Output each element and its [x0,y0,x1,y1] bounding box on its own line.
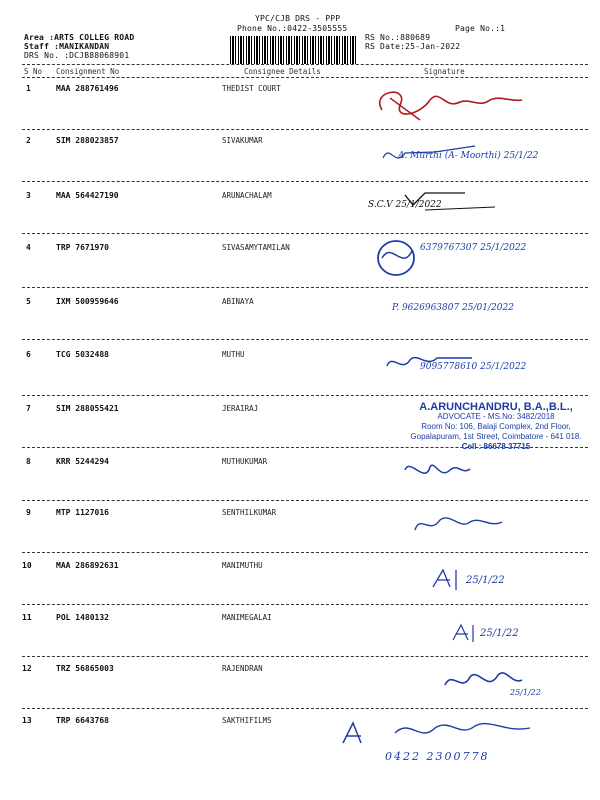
divider [22,129,588,130]
consignee-name: ARUNACHALAM [222,191,272,200]
area: Area :ARTS COLLEG ROAD [24,33,135,42]
divider [22,339,588,340]
consignment-no: POL 1480132 [56,613,109,622]
signature-5-text: P. 9626963807 25/01/2022 [392,303,514,313]
col-consignee: Consignee Details [244,67,321,76]
consignment-no: TRP 7671970 [56,243,109,252]
row-number: 12 [22,664,32,673]
divider [22,395,588,396]
row-number: 10 [22,561,32,570]
divider [22,604,588,605]
consignee-name: JERAIRAJ [222,404,259,413]
consignee-name: RAJENDRAN [222,664,263,673]
row-number: 8 [26,457,31,466]
barcode [230,36,358,64]
signature-8 [400,455,480,490]
stamp-address-2: Gopalapuram, 1st Street, Coimbatore - 641 018. [410,432,582,441]
consignee-name: SENTHILKUMAR [222,508,277,517]
signature-1 [370,80,530,125]
signature-10-text: 25/1/22 [466,575,505,586]
row-number: 6 [26,350,31,359]
signature-4-text: 6379767307 25/1/2022 [420,243,527,253]
divider [22,77,588,78]
signature-4 [372,236,422,281]
rs-number: RS No.:880689 [365,33,431,42]
drs-number: DRS No. :DCJB88068901 [24,51,130,60]
consignee-name: SIVAKUMAR [222,136,263,145]
consignment-no: TCG 5032488 [56,350,109,359]
signature-13-text: 0422 2300778 [385,750,490,763]
signature-13 [335,708,535,753]
signature-3-text: S.C.V 25/1/2022 [368,200,442,210]
report-title: YPC/CJB DRS - PPP [255,14,341,23]
col-sno: S No [24,67,43,76]
signature-12-text: 25/1/22 [510,688,541,697]
divider [22,287,588,288]
consignment-no: SIM 288055421 [56,404,119,413]
consignee-name: THEDIST COURT [222,84,281,93]
col-consignment: Consignment No [56,67,120,76]
phone-number: Phone No.:0422-3505555 [237,24,348,33]
signature-10 [428,565,468,595]
staff: Staff :MANIKANDAN [24,42,110,51]
consignee-name: MANIMUTHU [222,561,263,570]
consignee-name: MANIMEGALAI [222,613,272,622]
consignment-no: SIM 288023857 [56,136,119,145]
row-number: 3 [26,191,31,200]
row-number: 2 [26,136,31,145]
signature-11-text: 25/1/22 [480,628,519,639]
consignee-name: ABINAYA [222,297,254,306]
row-number: 7 [26,404,31,413]
row-number: 4 [26,243,31,252]
stamp-address-1: Room No: 106, Balaji Complex, 2nd Floor, [421,422,571,431]
signature-9 [410,510,510,540]
consignment-no: IXM 500959646 [56,297,119,306]
rs-date: RS Date:25-Jan-2022 [365,42,461,51]
stamp-registration: ADVOCATE - MS.No: 3482/2018 [437,412,555,421]
page-number: Page No.:1 [455,24,506,33]
consignment-no: MAA 288761496 [56,84,119,93]
row-number: 9 [26,508,31,517]
consignee-name: SIVASAMYTAMILAN [222,243,290,252]
consignment-no: TRP 6643768 [56,716,109,725]
signature-2-text: A. Murthi (A- Moorthi) 25/1/22 [398,151,539,161]
consignment-no: KRR 5244294 [56,457,109,466]
divider [22,500,588,501]
stamp-phone: Cell : 86678 37715 [461,442,531,451]
divider [22,552,588,553]
divider [22,233,588,234]
signature-2 [375,138,515,188]
consignee-name: MUTHUKUMAR [222,457,268,466]
consignment-no: MAA 286892631 [56,561,119,570]
consignment-no: MTP 1127016 [56,508,109,517]
advocate-stamp [398,402,594,452]
row-number: 5 [26,297,31,306]
row-number: 11 [22,613,32,622]
signature-6-text: 9095778610 25/1/2022 [420,362,527,372]
row-number: 1 [26,84,31,93]
stamp-name: A.ARUNCHANDRU, B.A.,B.L., [419,401,573,413]
consignment-no: TRZ 56865003 [56,664,114,673]
row-number: 13 [22,716,32,725]
consignee-name: MUTHU [222,350,245,359]
consignment-no: MAA 564427190 [56,191,119,200]
divider [22,64,588,65]
consignee-name: SAKTHIFILMS [222,716,272,725]
col-signature: Signature [424,67,465,76]
divider [22,656,588,657]
